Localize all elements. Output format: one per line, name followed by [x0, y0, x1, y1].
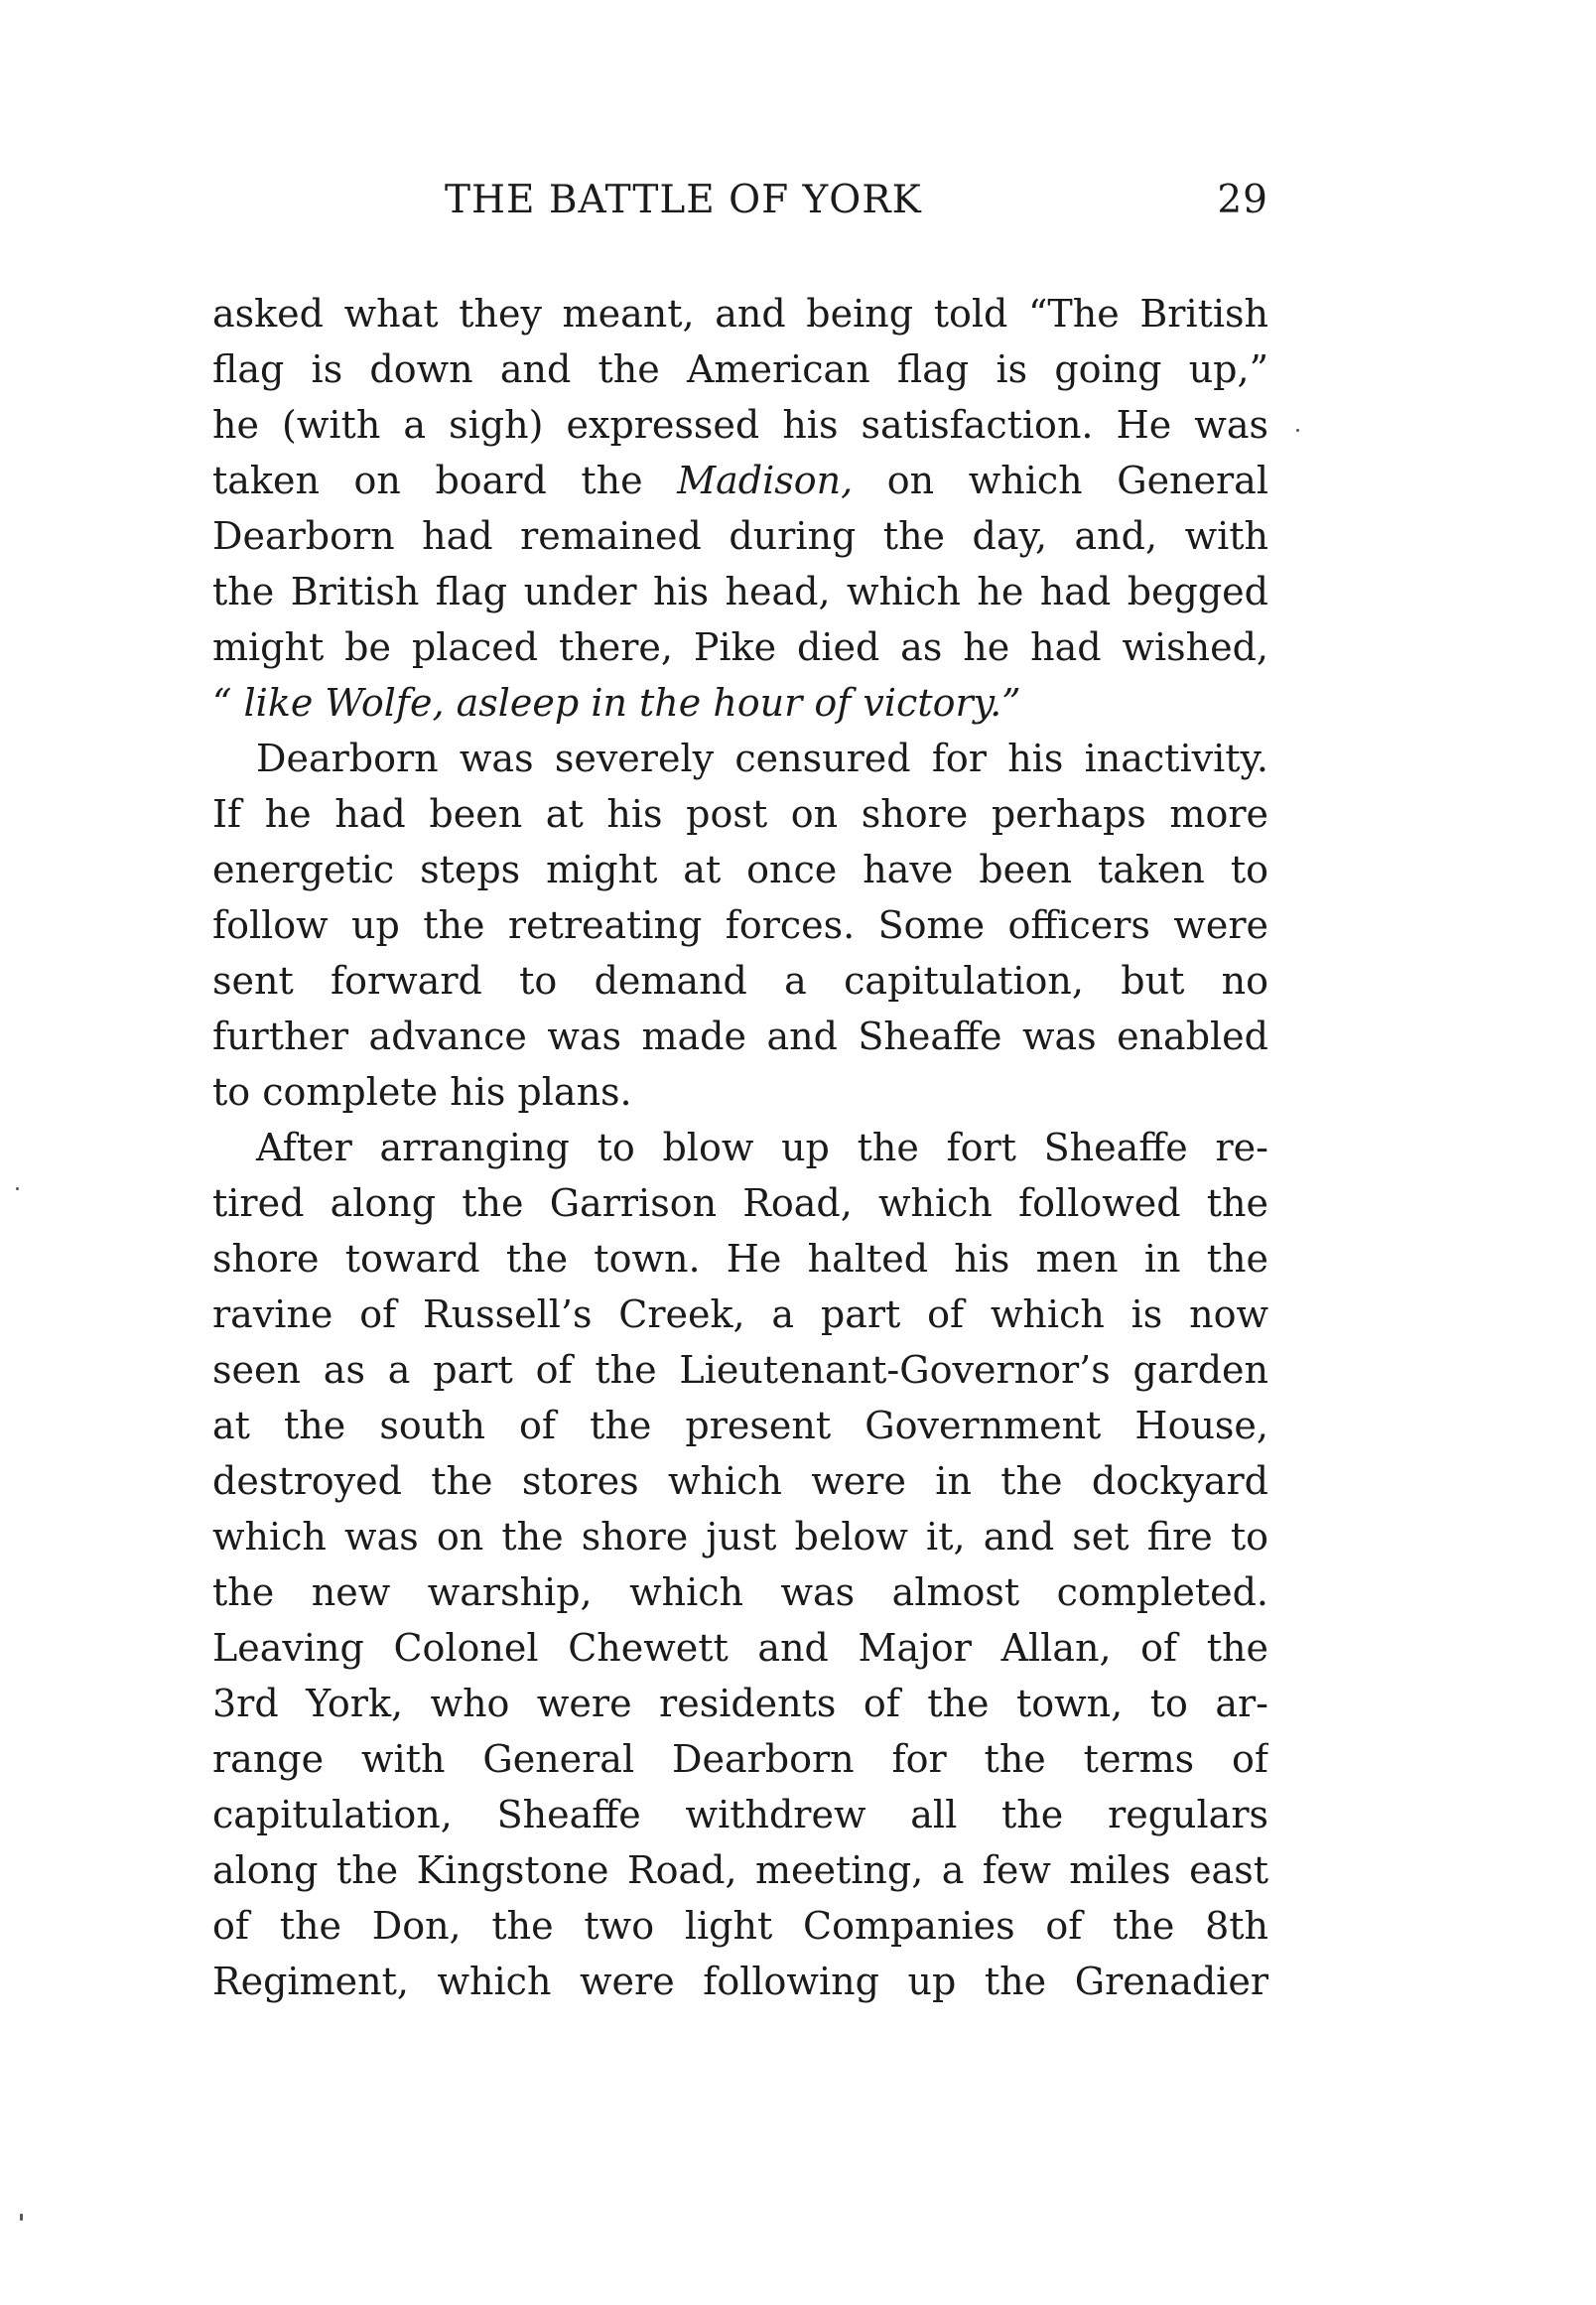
text-line: seen as a part of the Lieutenant-Governor’s garden — [212, 1348, 1268, 1392]
text-line: the British flag under his head, which he had begged — [212, 570, 1268, 613]
text-line: asked what they meant, and being told “The British — [212, 292, 1268, 336]
text-line: of the Don, the two light Companies of the 8th — [212, 1904, 1268, 1948]
text-line: Leaving Colonel Chewett and Major Allan, of the — [212, 1626, 1268, 1670]
quotation-line: “ like Wolfe, asleep in the hour of victory.” — [212, 681, 1021, 725]
text-segment: on which General — [853, 459, 1268, 502]
running-title: THE BATTLE OF YORK — [445, 178, 922, 222]
text-line: which was on the shore just below it, and set fire to — [212, 1515, 1268, 1559]
scan-speck — [20, 2214, 23, 2221]
ship-name-italic: Madison, — [677, 459, 854, 502]
text-line: tired along the Garrison Road, which followed the — [212, 1181, 1268, 1225]
text-line: along the Kingstone Road, meeting, a few miles east — [212, 1848, 1268, 1892]
paragraph-start: After arranging to blow up the fort Sheaffe re- — [256, 1126, 1268, 1169]
scan-speck — [16, 1187, 19, 1190]
text-line: flag is down and the American flag is going up,” — [212, 347, 1268, 391]
text-line: If he had been at his post on shore perhaps more — [212, 792, 1268, 836]
text-line: 3rd York, who were residents of the town, to ar- — [212, 1682, 1268, 1725]
text-segment: taken on board the — [212, 459, 678, 502]
text-line: energetic steps might at once have been taken to — [212, 848, 1268, 891]
text-line: sent forward to demand a capitulation, but no — [212, 959, 1268, 1003]
text-line: Regiment, which were following up the Grenadier — [212, 1960, 1268, 2003]
page-number: 29 — [1217, 178, 1268, 222]
text-line: destroyed the stores which were in the dockyard — [212, 1459, 1268, 1503]
running-head — [212, 171, 1268, 230]
text-line: capitulation, Sheaffe withdrew all the regulars — [212, 1793, 1268, 1836]
text-line: the new warship, which was almost completed. — [212, 1570, 1268, 1614]
text-line: ravine of Russell’s Creek, a part of which is now — [212, 1292, 1268, 1336]
text-line: range with General Dearborn for the terms of — [212, 1737, 1268, 1781]
text-line: to complete his plans. — [212, 1070, 632, 1114]
text-line: he (with a sigh) expressed his satisfaction. He was — [212, 403, 1268, 447]
text-line: at the south of the present Government House, — [212, 1404, 1268, 1447]
body-text — [212, 286, 1268, 2009]
text-line: Dearborn had remained during the day, and, with — [212, 514, 1268, 558]
text-line: follow up the retreating forces. Some officers were — [212, 903, 1268, 947]
text-line: shore toward the town. He halted his men in the — [212, 1237, 1268, 1281]
text-line — [212, 453, 1268, 508]
scan-speck — [1296, 429, 1299, 432]
text-line: might be placed there, Pike died as he had wished, — [212, 625, 1268, 669]
paragraph-start: Dearborn was severely censured for his inactivity. — [256, 737, 1268, 780]
text-line: further advance was made and Sheaffe was enabled — [212, 1015, 1268, 1058]
